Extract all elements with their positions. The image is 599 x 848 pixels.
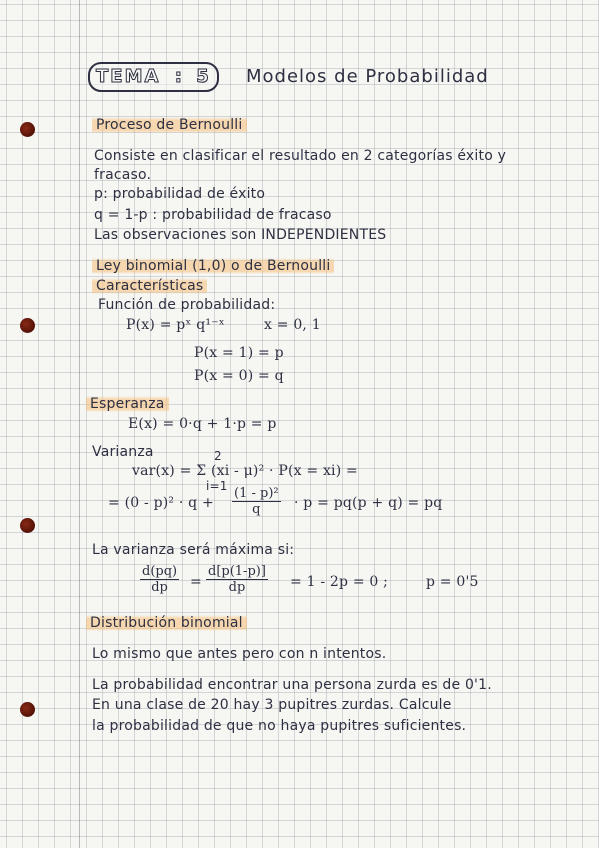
- example-line-1: La probabilidad encontrar una persona zurda es de 0'1.: [92, 677, 492, 693]
- varianza-line-2-start: = (0 - p)² · q +: [108, 495, 214, 511]
- frac1-denominator: q: [252, 502, 261, 517]
- maxima-mid-fraction: [206, 564, 268, 595]
- example-line-3: la probabilidad de que no haya pupitres suficientes.: [92, 718, 467, 734]
- maxima-text: La varianza será máxima si:: [92, 542, 295, 558]
- tema-colon: :: [174, 66, 184, 87]
- bernoulli-desc-1: Consiste en clasificar el resultado en 2 categorías éxito y: [94, 148, 507, 164]
- varianza-line-1: var(x) = Σ (xi - μ)² · P(x = xi) =: [132, 463, 358, 479]
- p-x-0: P(x = 0) = q: [194, 368, 284, 384]
- p-x-1: P(x = 1) = p: [194, 345, 284, 361]
- lhs-denominator: dp: [151, 580, 168, 595]
- p-definition: p: probabilidad de éxito: [94, 186, 266, 202]
- funcion-label: Función de probabilidad:: [98, 297, 276, 313]
- bernoulli-desc-2: fracaso.: [94, 167, 152, 183]
- tema-number: 5: [196, 66, 211, 87]
- binomial-heading: Distribución binomial: [86, 615, 247, 631]
- funcion-domain: x = 0, 1: [264, 317, 321, 333]
- funcion-formula: P(x) = pˣ q¹⁻ˣ: [126, 317, 225, 333]
- binder-hole: [20, 518, 35, 533]
- sum-upper-limit: 2: [214, 449, 222, 463]
- esperanza-heading: Esperanza: [86, 396, 169, 412]
- varianza-line-2-mid: · p = pq(p + q) = pq: [294, 495, 443, 511]
- binomial-line-1: Lo mismo que antes pero con n intentos.: [92, 646, 387, 662]
- tema-label: TEMA: [96, 66, 161, 87]
- mid-denominator: dp: [228, 580, 246, 595]
- maxima-result: p = 0'5: [426, 574, 479, 590]
- title-tema: [88, 62, 219, 92]
- maxima-equals: =: [190, 574, 202, 590]
- sum-lower-limit: i=1: [206, 479, 228, 493]
- bernoulli-heading: Proceso de Bernoulli: [92, 117, 247, 133]
- q-definition: q = 1-p : probabilidad de fracaso: [94, 207, 332, 223]
- varianza-heading: Varianza: [92, 444, 154, 460]
- mid-numerator: d[p(1-p)]: [208, 564, 266, 579]
- ley-heading: Ley binomial (1,0) o de Bernoulli: [92, 258, 334, 274]
- caracteristicas-heading: Características: [92, 278, 207, 294]
- binder-hole: [20, 122, 35, 137]
- maxima-rhs: = 1 - 2p = 0 ;: [290, 574, 389, 590]
- binder-hole: [20, 702, 35, 717]
- esperanza-formula: E(x) = 0·q + 1·p = p: [128, 416, 277, 432]
- lhs-numerator: d(pq): [142, 564, 178, 579]
- page-title: Modelos de Probabilidad: [246, 66, 489, 87]
- margin-line: [79, 0, 80, 848]
- example-line-2: En una clase de 20 hay 3 pupitres zurdas. Calcule: [92, 697, 452, 713]
- observations-note: Las observaciones son INDEPENDIENTES: [94, 227, 387, 243]
- maxima-lhs-fraction: [140, 564, 179, 595]
- binder-hole: [20, 318, 35, 333]
- frac1-numerator: (1 - p)²: [234, 486, 279, 501]
- varianza-fraction-1: [232, 486, 281, 517]
